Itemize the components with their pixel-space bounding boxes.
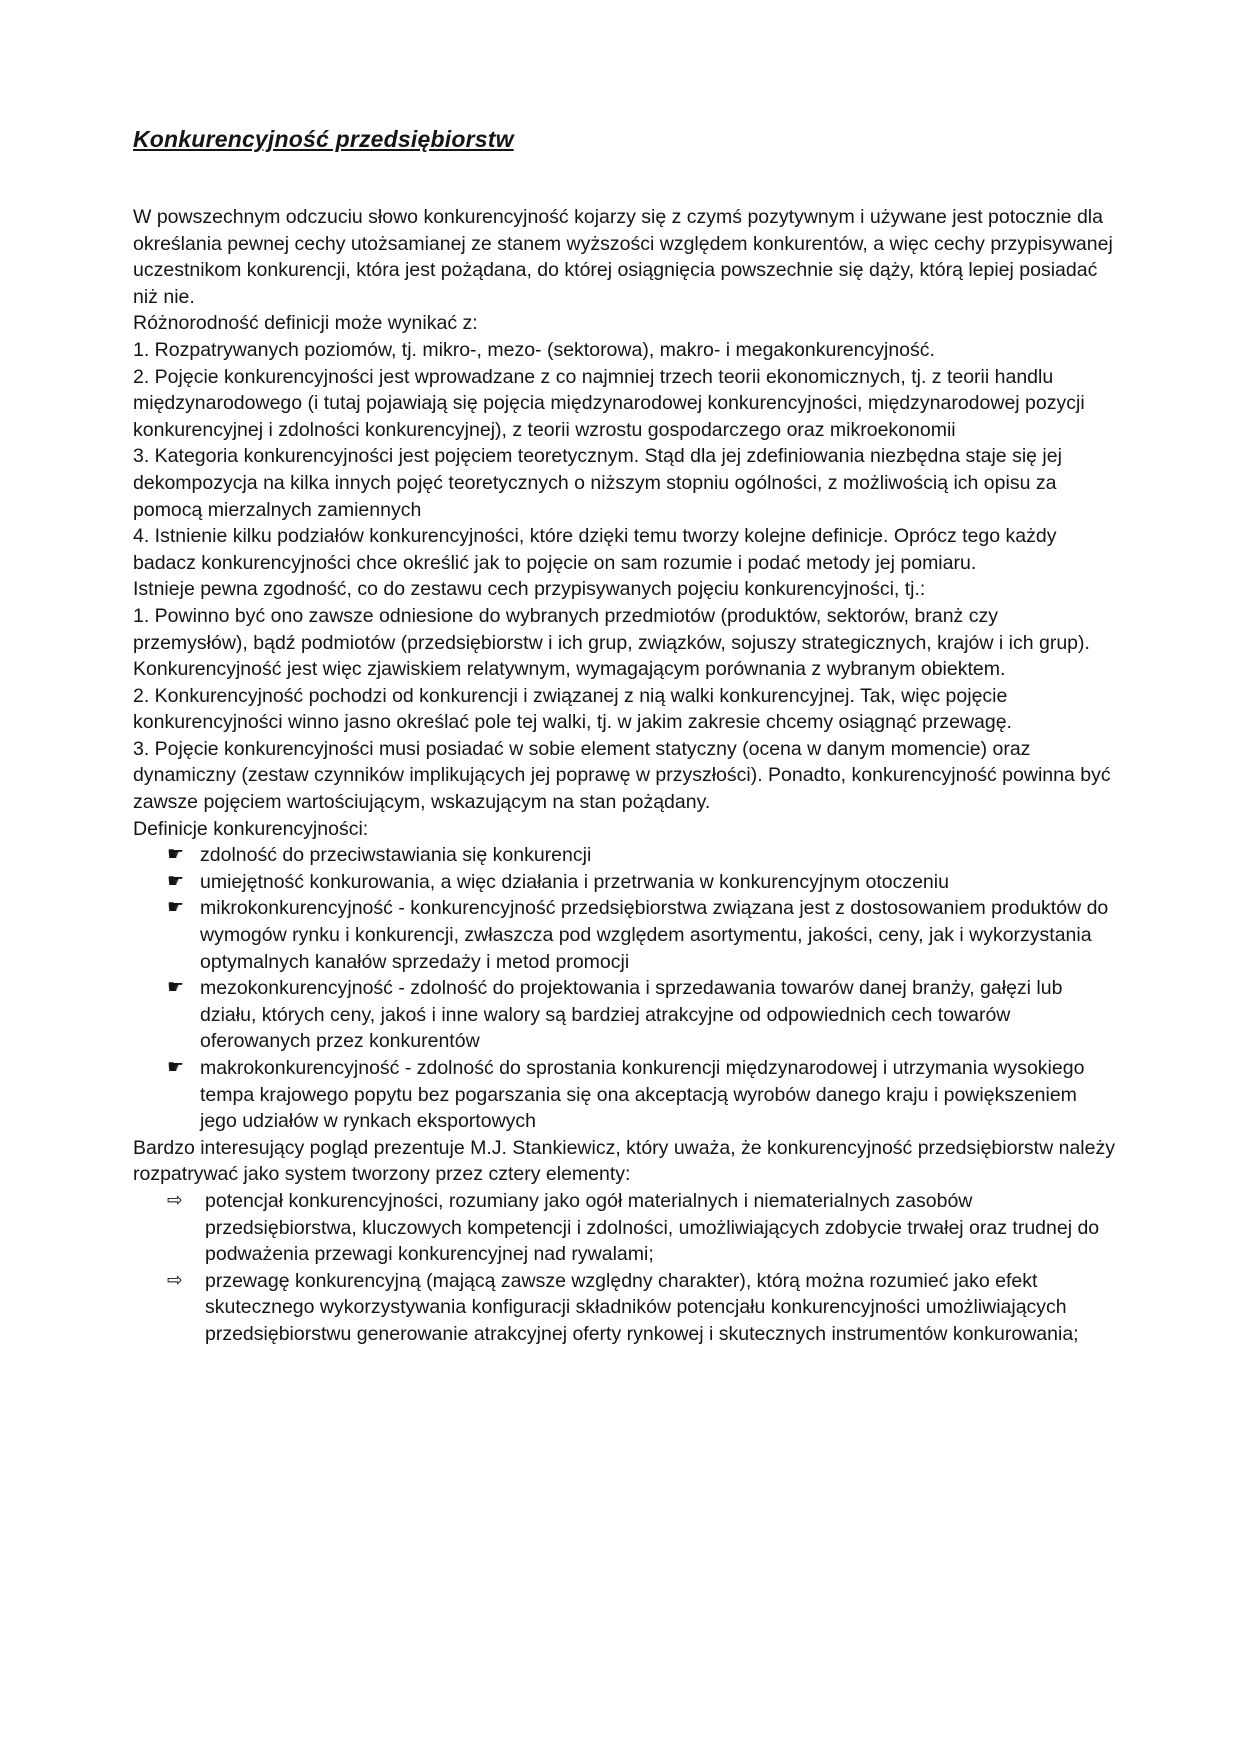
document-body [133, 204, 1115, 1348]
definitions-list [133, 842, 1115, 1135]
right-arrow-icon: ⇨ [167, 1189, 183, 1211]
consensus-item-1: 1. Powinno być ono zawsze odniesione do wybranych przedmiotów (produktów, sektorów, branż czy przemysłów), bądź podmiotów (przedsiębiorstw i ich grup, związków, sojuszy strategicznych, krajów i ich grup). Konkurencyjność jest więc zjawiskiem relatywnym, wymagającym porównania z wybranym obiektem. [133, 604, 1090, 681]
definitions-heading: Definicje konkurencyjności: [133, 817, 369, 840]
stankiewicz-list [133, 1188, 1115, 1348]
consensus-item-3: 3. Pojęcie konkurencyjności musi posiadać w sobie element statyczny (ocena w danym momencie) oraz dynamiczny (zestaw czynników implikujących jej poprawę w przyszłości). Ponadto, konkurencyjność powinna być zawsze pojęciem wartościującym, wskazującym na stan pożądany. [133, 737, 1111, 814]
stankiewicz-intro: Bardzo interesujący pogląd prezentuje M.J. Stankiewicz, który uważa, że konkurencyjność przedsiębiorstw należy rozpatrywać jako system tworzony przez cztery elementy: [133, 1136, 1115, 1186]
list-item [133, 869, 1115, 896]
list-item-label: przewagę konkurencyjną (mającą zawsze względny charakter), którą można rozumieć jako efekt skutecznego wykorzystywania konfiguracji składników potencjału konkurencyjności umożliwiających przedsiębiorstwu generowanie atrakcyjnej oferty rynkowej i skutecznych instrumentów konkurowania; [205, 1269, 1079, 1345]
list-item [133, 975, 1115, 1055]
list-item [133, 1268, 1115, 1348]
list-item-label: potencjał konkurencyjności, rozumiany jako ogół materialnych i niematerialnych zasobów przedsiębiorstwa, kluczowych kompetencji i zdolności, umożliwiających zdobycie trwałej oraz trudnej do podważenia przewagi konkurencyjnej nad rywalami; [205, 1189, 1100, 1266]
list-item-label: zdolność do przeciwstawiania się konkurencji [200, 844, 592, 867]
pointing-hand-icon: ☛ [167, 870, 185, 892]
pointing-hand-icon: ☛ [167, 977, 185, 999]
right-arrow-icon: ⇨ [167, 1269, 183, 1291]
variety-item-2: 2. Pojęcie konkurencyjności jest wprowadzane z co najmniej trzech teorii ekonomicznych, tj. z teorii handlu międzynarodowego (i tutaj pojawiają się pojęcia międzynarodowej konkurencyjności, międzynarodowej pozycji konkurencyjnej i zdolności konkurencyjnej), z teorii wzrostu gospodarczego oraz mikroekonomii [133, 365, 1085, 441]
list-item-label: mezokonkurencyjność - zdolność do projektowania i sprzedawania towarów danej branży, gałęzi lub działu, których ceny, jakoś i inne walory są bardziej atrakcyjne od odpowiednich cech towarów oferowanych przez konkurentów [200, 977, 1063, 1053]
list-item [133, 842, 1115, 869]
consensus-item-2: 2. Konkurencyjność pochodzi od konkurencji i związanej z nią walki konkurencyjnej. Tak, więc pojęcie konkurencyjności winno jasno określać pole tej walki, tj. w jakim zakresie chcemy osiągnąć przewagę. [133, 684, 1012, 734]
variety-item-1: 1. Rozpatrywanych poziomów, tj. mikro-, mezo- (sektorowa), makro- i megakonkurencyjność. [133, 338, 935, 361]
pointing-hand-icon: ☛ [167, 897, 185, 919]
variety-item-3: 3. Kategoria konkurencyjności jest pojęciem teoretycznym. Stąd dla jej zdefiniowania niezbędna staje się jej dekompozycja na kilka innych pojęć teoretycznych o niższym stopniu ogólności, z możliwością ich opisu za pomocą mierzalnych zamiennych [133, 445, 1062, 521]
intro-paragraph: W powszechnym odczuciu słowo konkurencyjność kojarzy się z czymś pozytywnym i używane jest potocznie dla określania pewnej cechy utożsamianej ze stanem wyższości względem konkurentów, a więc cechy przypisywanej uczestnikom konkurencji, która jest pożądana, do której osiągnięcia powszechnie się dąży, którą lepiej posiadać niż nie. [133, 206, 1113, 308]
list-item-label: makrokonkurencyjność - zdolność do sprostania konkurencji międzynarodowej i utrzymania wysokiego tempa krajowego popytu bez pogarszania się ona akceptacją wyrobów danego kraju i powiększeniem jego udziałów w rynkach eksportowych [200, 1057, 1085, 1133]
variety-heading: Różnorodność definicji może wynikać z: [133, 312, 478, 335]
pointing-hand-icon: ☛ [167, 844, 185, 866]
list-item-label: umiejętność konkurowania, a więc działania i przetrwania w konkurencyjnym otoczeniu [200, 870, 949, 893]
list-item [133, 1055, 1115, 1135]
list-item [133, 1188, 1115, 1268]
pointing-hand-icon: ☛ [167, 1057, 185, 1078]
list-item [133, 895, 1115, 975]
variety-item-4: 4. Istnienie kilku podziałów konkurencyjności, które dzięki temu tworzy kolejne definicje. Oprócz tego każdy badacz konkurencyjności chce określić jak to pojęcie on sam rozumie i podać metody jej pomiaru. [133, 525, 1057, 574]
list-item-label: mikrokonkurencyjność - konkurencyjność przedsiębiorstwa związana jest z dostosowaniem produktów do wymogów rynku i konkurencji, zwłaszcza pod względem asortymentu, jakości, ceny, jak i wykorzystania optymalnych kanałów sprzedaży i metod promocji [200, 897, 1109, 973]
page-title: Konkurencyjność przedsiębiorstw [133, 126, 514, 152]
consensus-heading: Istnieje pewna zgodność, co do zestawu cech przypisywanych pojęciu konkurencyjności, tj.: [133, 578, 926, 601]
